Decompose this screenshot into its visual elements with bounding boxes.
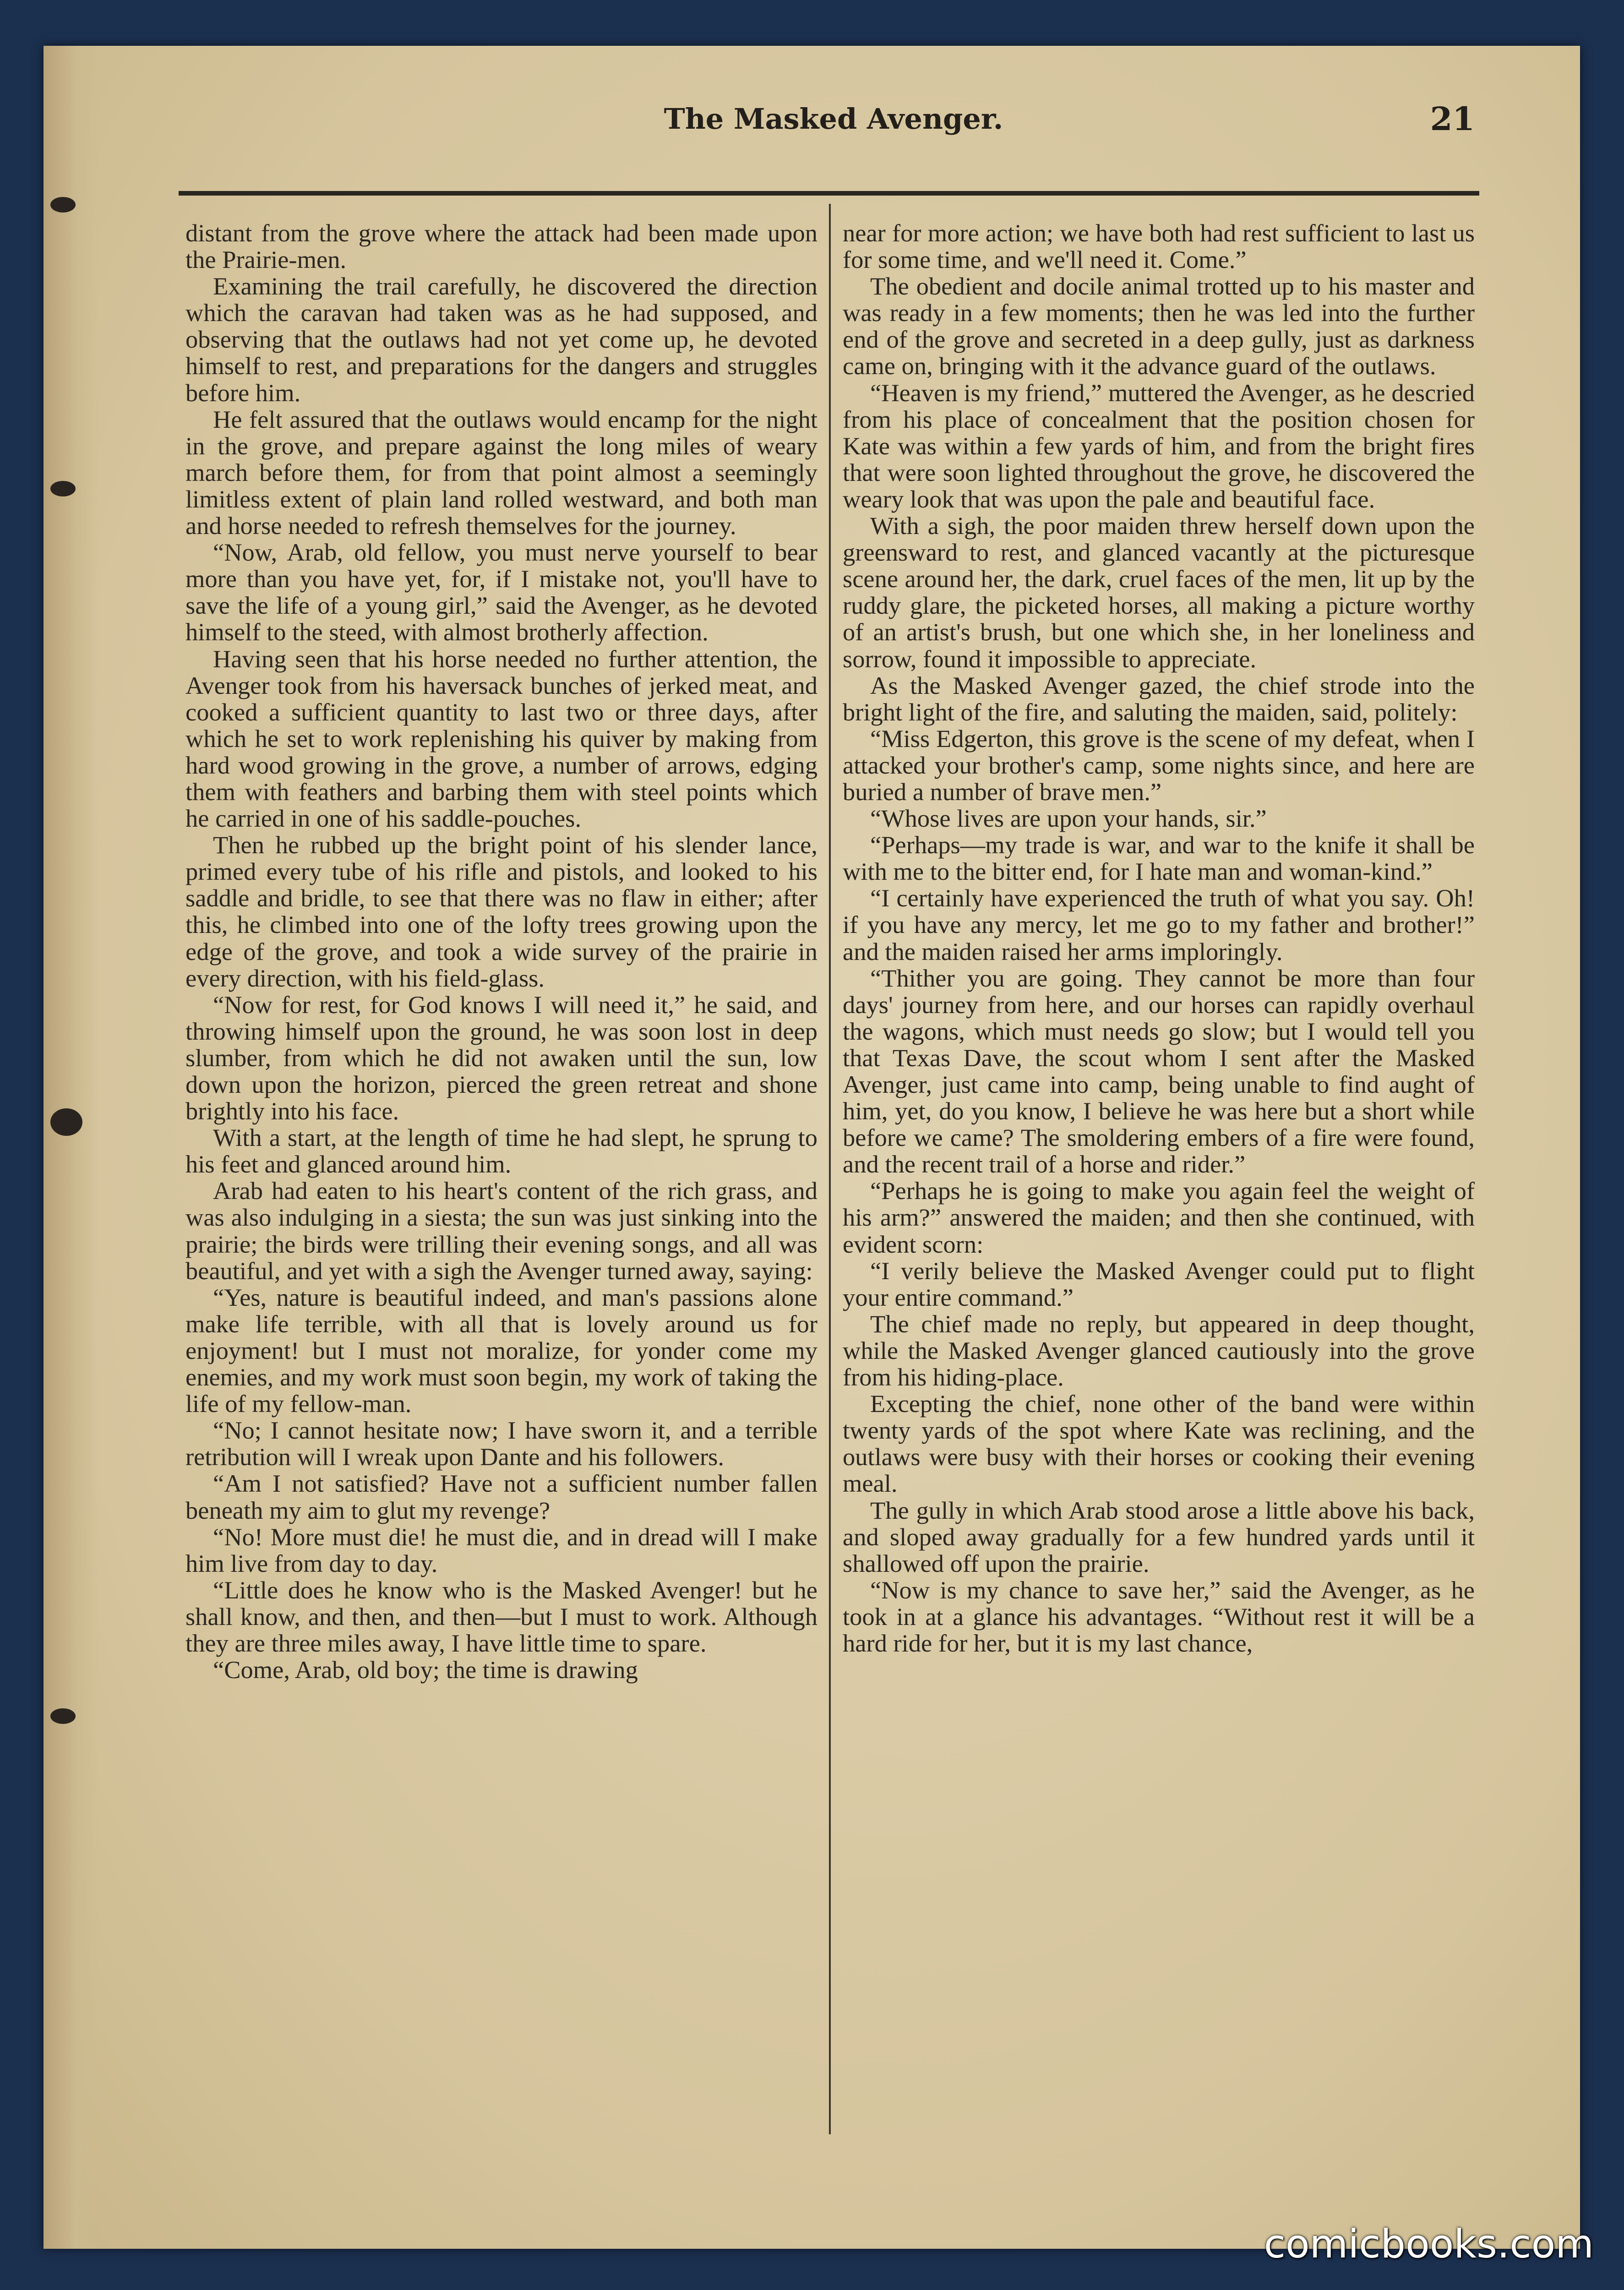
paragraph: “I certainly have experienced the truth of what you say. Oh! if you have any mercy, let me go to my father and brother!” and the maiden raised her arms imploringly. [843, 884, 1475, 965]
paragraph: “Heaven is my friend,” muttered the Avenger, as he descried from his place of concealment that the position chosen for Kate was within a few yards of him, and from the bright fires that were soon lighted throughout the grove, he discovered the weary look that was upon the pale and beautiful face. [843, 378, 1475, 513]
paragraph: “Perhaps—my trade is war, and war to the knife it shall be with me to the bitter end, for I hate man and woman-kind.” [843, 831, 1475, 886]
paragraph: “Now is my chance to save her,” said the Avenger, as he took in at a glance his advantages. “Without rest it will be a hard ride for her, but it is my last chance, [843, 1576, 1475, 1657]
paragraph: With a start, at the length of time he had slept, he sprung to his feet and glanced around him. [185, 1123, 817, 1178]
paragraph: “I verily believe the Masked Avenger could put to flight your entire command.” [843, 1256, 1475, 1311]
paragraph: The obedient and docile animal trotted up to his master and was ready in a few moments; then he was led into the further end of the grove and secreted in a deep gully, just as darkness came on, bringing with it the advance guard of the outlaws. [843, 272, 1475, 380]
paragraph: The chief made no reply, but appeared in deep thought, while the Masked Avenger glanced cautiously into the grove from his hiding-place. [843, 1309, 1475, 1391]
paragraph: Having seen that his horse needed no further attention, the Avenger took from his haversack bunches of jerked meat, and cooked a sufficient quantity to last two or three days, after which he set to work replenishing his quiver by making from hard wood growing in the grove, a number of arrows, edging them with feathers and barbing them with steel points which he carried in one of his saddle-pouches. [185, 644, 817, 833]
paragraph: Then he rubbed up the bright point of his slender lance, primed every tube of his rifle and pistols, and looked to his saddle and bridle, to see that there was no flaw in either; after this, he climbed into one of the lofty trees growing upon the edge of the grove, and took a wide survey of the prairie in every direction, with his field-glass. [185, 831, 817, 992]
paragraph: Examining the trail carefully, he discovered the direction which the caravan had taken was as he had supposed, and observing that the outlaws had not yet come up, he devoted himself to rest, and preparations for the dangers and struggles before him. [185, 272, 817, 407]
paragraph: Arab had eaten to his heart's content of the rich grass, and was also indulging in a siesta; the sun was just sinking into the prairie; the birds were trilling their evening songs, and all was beautiful, and yet with a sigh the Avenger turned away, saying: [185, 1177, 817, 1285]
paragraph: He felt assured that the outlaws would encamp for the night in the grove, and prepare against the long miles of weary march before them, for from that point almost a seemingly limitless extent of plain land rolled westward, and both man and horse needed to refresh themselves for the journey. [185, 405, 817, 540]
text-column-left [185, 220, 817, 2130]
paragraph: “Whose lives are upon your hands, sir.” [870, 804, 1267, 833]
paragraph: near for more action; we have both had rest sufficient to last us for some time, and we'll need it. Come.” [843, 220, 1475, 274]
paragraph: “Yes, nature is beautiful indeed, and man's passions alone make life terrible, with all that is lovely around us for enjoyment! but I must not moralize, for yonder come my enemies, and my work must soon begin, my work of taking the life of my fellow-man. [185, 1283, 817, 1418]
paragraph: “Perhaps he is going to make you again feel the weight of his arm?” answered the maiden; and then she continued, with evident scorn: [843, 1177, 1475, 1258]
binding-hole [50, 1108, 82, 1136]
page-binding [44, 46, 98, 2249]
paragraph: “Miss Edgerton, this grove is the scene of my defeat, when I attacked your brother's camp, some nights since, and here are buried a number of brave men.” [843, 724, 1475, 806]
paragraph: “Come, Arab, old boy; the time is drawing [213, 1656, 638, 1684]
text-column-right [843, 220, 1475, 2130]
column-divider [829, 204, 831, 2134]
binding-stitch [50, 1708, 76, 1724]
paragraph: With a sigh, the poor maiden threw herself down upon the greensward to rest, and glanced vacantly at the picturesque scene around her, the dark, cruel faces of the men, lit up by the ruddy glare, the picketed horses, all making a picture worthy of an artist's brush, but one which she, in her loneliness and sorrow, found it impossible to appreciate. [843, 512, 1475, 673]
paragraph: “No; I cannot hesitate now; I have sworn it, and a terrible retribution will I wreak upon Dante and his followers. [185, 1416, 817, 1471]
paragraph: The gully in which Arab stood arose a little above his back, and sloped away gradually for a few hundred yards until it shallowed off upon the prairie. [843, 1496, 1475, 1577]
binding-stitch [50, 481, 76, 496]
paragraph: As the Masked Avenger gazed, the chief strode into the bright light of the fire, and saluting the maiden, said, politely: [843, 671, 1475, 726]
paragraph: “Now for rest, for God knows I will need it,” he said, and throwing himself upon the ground, he was soon lost in deep slumber, from which he did not awaken until the sun, low down upon the horizon, pierced the green retreat and shone brightly into his face. [185, 990, 817, 1125]
paragraph: “Little does he know who is the Masked Avenger! but he shall know, and then, and then—but I must to work. Although they are three miles away, I have little time to spare. [185, 1576, 817, 1657]
running-title: The Masked Avenger. [664, 102, 1003, 136]
paragraph: “Am I not satisfied? Have not a sufficient number fallen beneath my aim to glut my revenge? [185, 1469, 817, 1524]
header-rule [179, 191, 1479, 196]
paragraph: distant from the grove where the attack had been made upon the Prairie-men. [185, 220, 817, 274]
paragraph: Excepting the chief, none other of the band were within twenty yards of the spot where Kate was reclining, and the outlaws were busy with their horses or cooking their evening meal. [843, 1390, 1475, 1498]
paragraph: “Thither you are going. They cannot be more than four days' journey from here, and our horses can rapidly overhaul the wagons, which must needs go slow; but I would tell you that Texas Dave, the scout whom I sent after the Masked Avenger, just came into camp, being unable to find aught of him, yet, do you know, I believe he was here but a short while before we came? The smoldering embers of a fire were found, and the recent trail of a horse and rider.” [843, 964, 1475, 1178]
site-watermark: comicbooks.com [1264, 2221, 1594, 2267]
binding-stitch [50, 197, 76, 213]
paragraph: “Now, Arab, old fellow, you must nerve yourself to bear more than you have yet, for, if I mistake not, you'll have to save the life of a young girl,” said the Avenger, as he devoted himself to the steed, with almost brotherly affection. [185, 538, 817, 646]
paragraph: “No! More must die! he must die, and in dread will I make him live from day to day. [185, 1522, 817, 1577]
page-number: 21 [1430, 100, 1475, 138]
